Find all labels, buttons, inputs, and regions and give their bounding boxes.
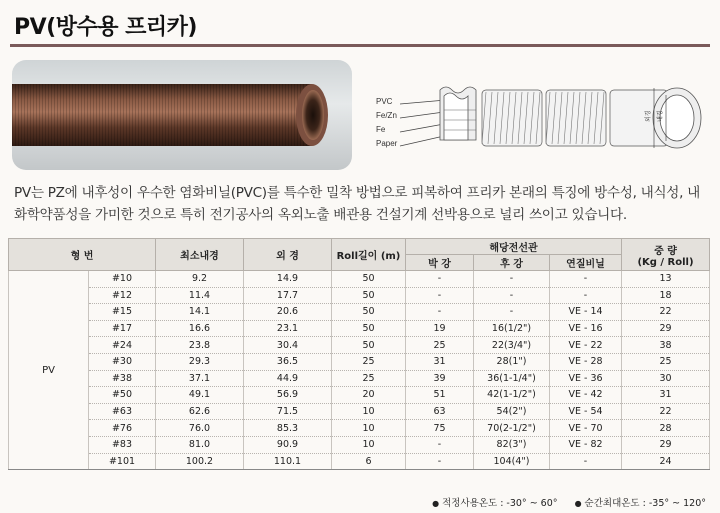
cell-thin: 51 bbox=[406, 387, 474, 404]
table-row bbox=[9, 287, 710, 304]
cell-roll: 50 bbox=[332, 304, 406, 321]
table-row bbox=[9, 436, 710, 453]
cell-min: 81.0 bbox=[156, 436, 244, 453]
cell-thin: - bbox=[406, 271, 474, 288]
cell-od: 23.1 bbox=[244, 320, 332, 337]
cell-ems: VE - 28 bbox=[550, 353, 622, 370]
cell-od: 71.5 bbox=[244, 403, 332, 420]
footnotes bbox=[418, 495, 706, 509]
table-row bbox=[9, 320, 710, 337]
cell-roll: 10 bbox=[332, 403, 406, 420]
cell-roll: 25 bbox=[332, 370, 406, 387]
cell-min: 29.3 bbox=[156, 353, 244, 370]
cell-ems: - bbox=[550, 287, 622, 304]
table-row bbox=[9, 370, 710, 387]
header-model: 형 번 bbox=[9, 239, 156, 271]
table-row bbox=[9, 403, 710, 420]
cell-thick: 54(2") bbox=[474, 403, 550, 420]
cell-wt: 22 bbox=[622, 403, 710, 420]
cell-min: 62.6 bbox=[156, 403, 244, 420]
cell-thick: - bbox=[474, 304, 550, 321]
cell-roll: 6 bbox=[332, 453, 406, 470]
layer-fe: Fe bbox=[376, 125, 386, 134]
cell-no: #50 bbox=[89, 387, 156, 404]
header-ems: 연질비닐 bbox=[550, 255, 622, 271]
cell-no: #63 bbox=[89, 403, 156, 420]
cell-thick: - bbox=[474, 271, 550, 288]
footnote-temp: 적정사용온도 : -30° ~ 60° bbox=[442, 498, 558, 509]
cell-min: 49.1 bbox=[156, 387, 244, 404]
bullet-icon: ● bbox=[432, 499, 440, 508]
cell-wt: 29 bbox=[622, 320, 710, 337]
cell-thick: 22(3/4") bbox=[474, 337, 550, 354]
outer-diameter-label: 외경 bbox=[646, 110, 652, 122]
cell-od: 20.6 bbox=[244, 304, 332, 321]
cell-min: 11.4 bbox=[156, 287, 244, 304]
cell-wt: 13 bbox=[622, 271, 710, 288]
layer-diagram bbox=[362, 60, 710, 170]
cell-thin: 25 bbox=[406, 337, 474, 354]
cell-roll: 50 bbox=[332, 271, 406, 288]
title-divider bbox=[10, 44, 710, 47]
product-photo bbox=[12, 60, 352, 170]
cell-wt: 29 bbox=[622, 436, 710, 453]
cell-roll: 25 bbox=[332, 353, 406, 370]
cell-min: 76.0 bbox=[156, 420, 244, 437]
cell-no: #30 bbox=[89, 353, 156, 370]
spec-table-body bbox=[9, 271, 710, 470]
cell-thick: 104(4") bbox=[474, 453, 550, 470]
cell-od: 14.9 bbox=[244, 271, 332, 288]
cell-no: #83 bbox=[89, 436, 156, 453]
page-title: PV(방수용 프리카) bbox=[14, 15, 197, 40]
cell-od: 85.3 bbox=[244, 420, 332, 437]
cell-thin: - bbox=[406, 436, 474, 453]
cell-wt: 25 bbox=[622, 353, 710, 370]
cell-no: #15 bbox=[89, 304, 156, 321]
cell-thick: 28(1") bbox=[474, 353, 550, 370]
header-conduit: 해당전선관 bbox=[406, 239, 622, 255]
cell-min: 100.2 bbox=[156, 453, 244, 470]
cell-wt: 38 bbox=[622, 337, 710, 354]
table-row bbox=[9, 337, 710, 354]
cell-wt: 28 bbox=[622, 420, 710, 437]
table-row bbox=[9, 304, 710, 321]
cell-wt: 31 bbox=[622, 387, 710, 404]
cell-thin: - bbox=[406, 453, 474, 470]
layer-fezn: Fe/Zn bbox=[376, 111, 397, 120]
cell-od: 110.1 bbox=[244, 453, 332, 470]
header-weight-unit: (Kg / Roll) bbox=[637, 256, 694, 268]
cell-no: #10 bbox=[89, 271, 156, 288]
cell-min: 37.1 bbox=[156, 370, 244, 387]
cell-ems: VE - 82 bbox=[550, 436, 622, 453]
inner-diameter-label: 내경 bbox=[658, 110, 664, 122]
cell-roll: 10 bbox=[332, 436, 406, 453]
cell-ems: VE - 54 bbox=[550, 403, 622, 420]
layer-paper: Paper bbox=[376, 139, 398, 148]
cell-od: 90.9 bbox=[244, 436, 332, 453]
cell-thin: 19 bbox=[406, 320, 474, 337]
cell-ems: VE - 42 bbox=[550, 387, 622, 404]
cell-wt: 30 bbox=[622, 370, 710, 387]
cell-no: #76 bbox=[89, 420, 156, 437]
cell-wt: 24 bbox=[622, 453, 710, 470]
cell-thick: 42(1-1/2") bbox=[474, 387, 550, 404]
cell-thin: 39 bbox=[406, 370, 474, 387]
cell-min: 9.2 bbox=[156, 271, 244, 288]
cell-roll: 20 bbox=[332, 387, 406, 404]
cell-thick: 36(1-1/4") bbox=[474, 370, 550, 387]
cell-od: 44.9 bbox=[244, 370, 332, 387]
cell-wt: 22 bbox=[622, 304, 710, 321]
cell-ems: - bbox=[550, 453, 622, 470]
product-description: PV는 PZ에 내후성이 우수한 염화비닐(PVC)를 특수한 밀착 방법으로 피복하여 프리카 본래의 특징에 방수성, 내식성, 내화학약품성을 가미한 것으로 특히 전기공사의 옥외노출 배관용 건설기계 선박용으로 널리 쓰이고 있습니다. bbox=[14, 185, 700, 223]
cell-roll: 50 bbox=[332, 320, 406, 337]
cell-ems: VE - 22 bbox=[550, 337, 622, 354]
cell-ems: VE - 16 bbox=[550, 320, 622, 337]
header-thick: 후 강 bbox=[474, 255, 550, 271]
cell-thin: 63 bbox=[406, 403, 474, 420]
cell-no: #24 bbox=[89, 337, 156, 354]
table-row bbox=[9, 271, 710, 288]
cell-roll: 50 bbox=[332, 337, 406, 354]
cell-thick: 16(1/2") bbox=[474, 320, 550, 337]
cell-od: 36.5 bbox=[244, 353, 332, 370]
table-row bbox=[9, 387, 710, 404]
cell-od: 17.7 bbox=[244, 287, 332, 304]
cell-thin: - bbox=[406, 287, 474, 304]
cell-thick: 82(3") bbox=[474, 436, 550, 453]
layer-pvc: PVC bbox=[376, 97, 393, 106]
cell-ems: VE - 14 bbox=[550, 304, 622, 321]
cell-thin: 31 bbox=[406, 353, 474, 370]
footnote-peak: 순간최대온도 : -35° ~ 120° bbox=[584, 498, 706, 509]
table-row bbox=[9, 420, 710, 437]
header-min-id: 최소내경 bbox=[156, 239, 244, 271]
cell-wt: 18 bbox=[622, 287, 710, 304]
cell-no: #17 bbox=[89, 320, 156, 337]
cell-thin: - bbox=[406, 304, 474, 321]
model-name: PV bbox=[9, 271, 89, 470]
cell-thin: 75 bbox=[406, 420, 474, 437]
cell-no: #12 bbox=[89, 287, 156, 304]
cell-od: 30.4 bbox=[244, 337, 332, 354]
header-od: 외 경 bbox=[244, 239, 332, 271]
cell-roll: 50 bbox=[332, 287, 406, 304]
cell-ems: VE - 36 bbox=[550, 370, 622, 387]
cell-thick: - bbox=[474, 287, 550, 304]
cell-od: 56.9 bbox=[244, 387, 332, 404]
table-row bbox=[9, 453, 710, 470]
header-thin: 박 강 bbox=[406, 255, 474, 271]
spec-table bbox=[8, 238, 710, 470]
cell-roll: 10 bbox=[332, 420, 406, 437]
cell-thick: 70(2-1/2") bbox=[474, 420, 550, 437]
cell-min: 14.1 bbox=[156, 304, 244, 321]
bullet-icon: ● bbox=[574, 499, 582, 508]
cell-min: 16.6 bbox=[156, 320, 244, 337]
cell-no: #101 bbox=[89, 453, 156, 470]
table-row bbox=[9, 353, 710, 370]
header-weight-label: 중 량 bbox=[654, 245, 677, 257]
cell-min: 23.8 bbox=[156, 337, 244, 354]
header-roll: Roll길이 (m) bbox=[332, 239, 406, 271]
header-weight bbox=[622, 239, 710, 271]
cell-ems: VE - 70 bbox=[550, 420, 622, 437]
cell-no: #38 bbox=[89, 370, 156, 387]
cell-ems: - bbox=[550, 271, 622, 288]
